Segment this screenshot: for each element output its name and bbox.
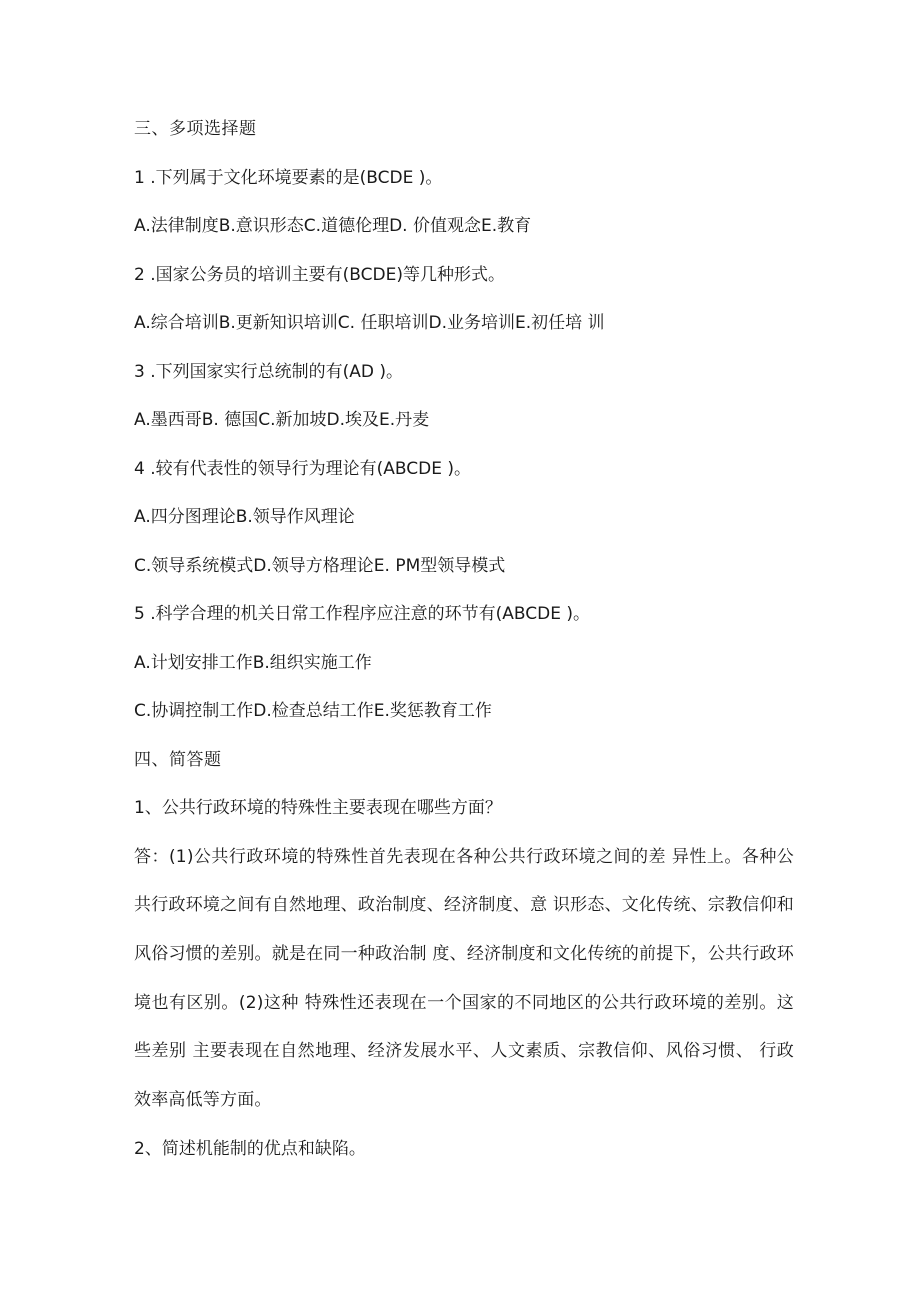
question-4-options-line-1: A.四分图理论B.领导作风理论 — [134, 507, 355, 527]
question-4-options-line-2: C.领导系统模式D.领导方格理论E. PM型领导模式 — [134, 555, 506, 576]
question-3-options: A.墨西哥B. 德国C.新加坡D.埃及E.丹麦 — [134, 410, 430, 430]
section-title-multiple-choice: 三、多项选择题 — [134, 119, 257, 139]
question-4: 4 .较有代表性的领导行为理论有(ABCDE )。 — [134, 458, 471, 479]
question-1-options: A.法律制度B.意识形态C.道德伦理D. 价值观念E.教育 — [134, 216, 532, 236]
question-2-options: A.综合培训B.更新知识培训C. 任职培训D.业务培训E.初任培 训 — [134, 313, 605, 333]
question-2: 2 .国家公务员的培训主要有(BCDE)等几种形式。 — [134, 264, 505, 285]
question-5: 5 .科学合理的机关日常工作程序应注意的环节有(ABCDE )。 — [134, 604, 590, 624]
question-1: 1 .下列属于文化环境要素的是(BCDE )。 — [134, 167, 443, 188]
question-5-options-line-2: C.协调控制工作D.检查总结工作E.奖惩教育工作 — [134, 701, 492, 721]
short-answer-question-2: 2、简述机能制的优点和缺陷。 — [134, 1138, 366, 1159]
question-3: 3 .下列国家实行总统制的有(AD )。 — [134, 361, 404, 382]
short-answer-1-answer: 答：(1)公共行政环境的特殊性首先表现在各种公共行政环境之间的差 异性上。各种公共行政环境之间有自然地理、政治制度、经济制度、意 识形态、文化传统、宗教信仰和风俗习惯的差别。就是在同一种政治制 度、经济制度和文化传统的前提下，公共行政环境也有区别。(2)这种 特殊性还表现在一个国家的不同地区的公共行政环境的差别。这些差别 主要表现在自然地理、经济发展水平、人文素质、宗教信仰、风俗习惯、 行政效率高低等方面。 — [134, 846, 794, 1111]
short-answer-question-1: 1、公共行政环境的特殊性主要表现在哪些方面？ — [134, 798, 502, 818]
section-title-short-answer: 四、简答题 — [134, 749, 222, 770]
question-5-options-line-1: A.计划安排工作B.组织实施工作 — [134, 652, 372, 673]
